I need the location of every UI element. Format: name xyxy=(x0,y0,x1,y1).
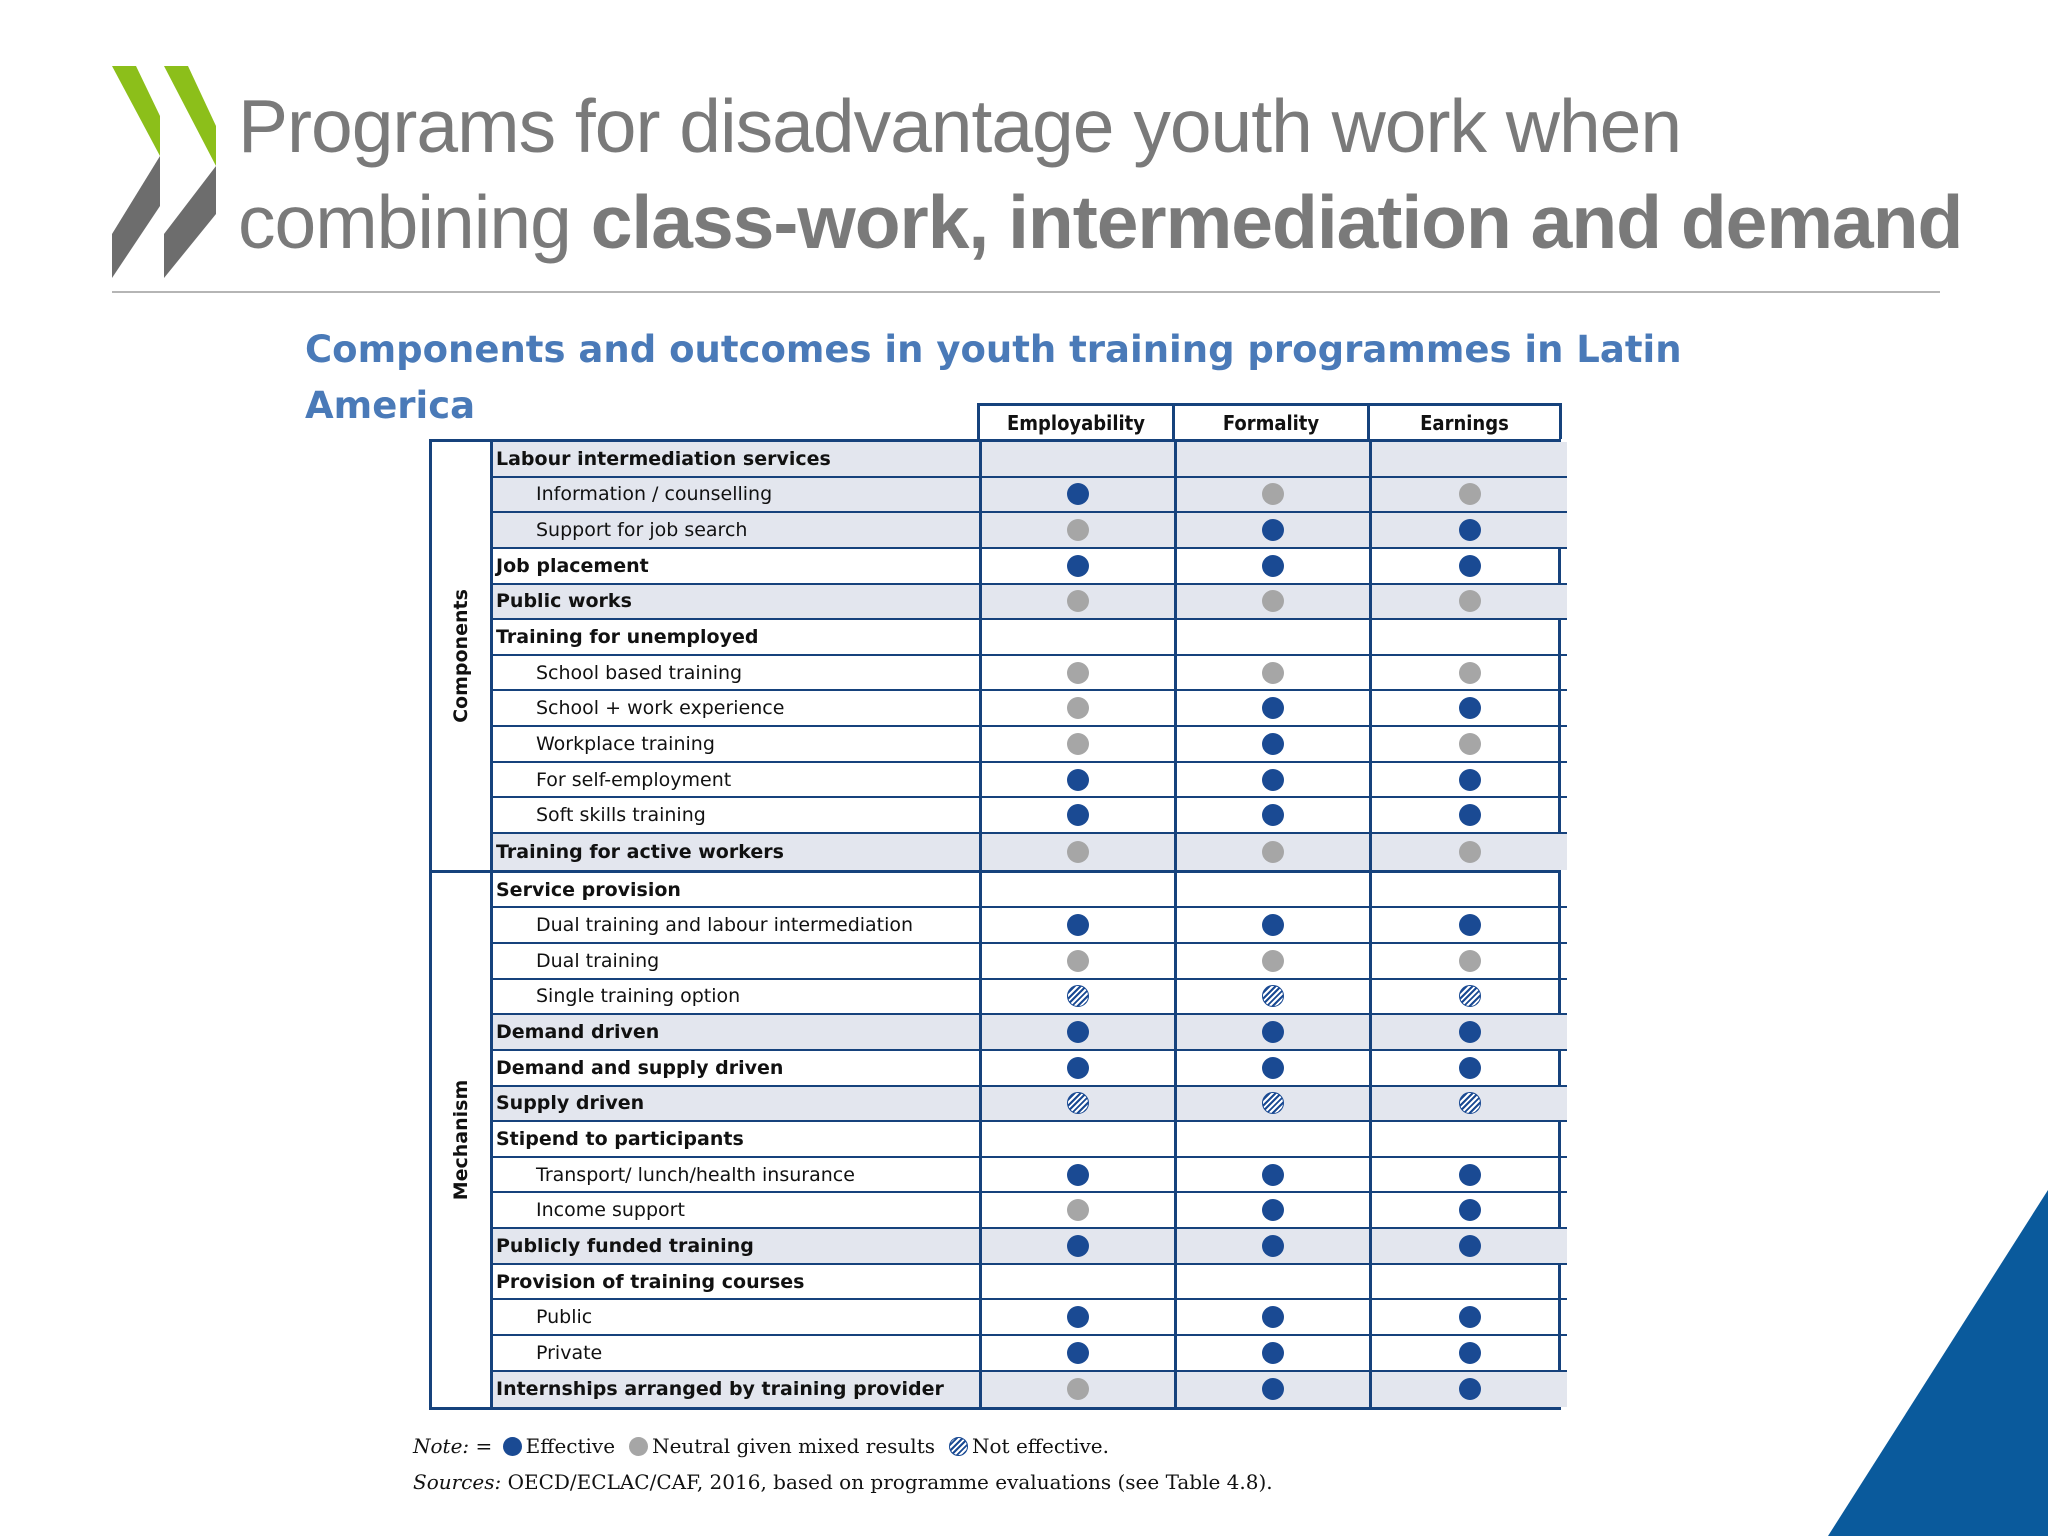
cell-employability xyxy=(982,585,1177,619)
cell-formality xyxy=(1177,620,1372,654)
table-body xyxy=(429,439,1561,1410)
group-side-label: Mechanism xyxy=(450,1079,472,1201)
cell-employability xyxy=(982,1229,1177,1263)
cell-employability xyxy=(982,1193,1177,1227)
effective-dot-icon xyxy=(1067,555,1089,577)
cell-formality xyxy=(1177,1265,1372,1299)
row-sub-label: School + work experience xyxy=(493,691,982,725)
effective-dot-icon xyxy=(1459,555,1481,577)
effective-dot-icon xyxy=(1459,1164,1481,1186)
cell-earnings xyxy=(1372,763,1567,797)
not-effective-dot-icon xyxy=(1067,1092,1089,1114)
logo-chevron-grey-left xyxy=(112,156,160,278)
table-row xyxy=(493,1158,1567,1194)
cell-earnings xyxy=(1372,1372,1567,1408)
cell-earnings xyxy=(1372,691,1567,725)
row-heading-label: Stipend to participants xyxy=(493,1122,982,1156)
cell-employability xyxy=(982,442,1177,476)
table-row xyxy=(493,620,1567,656)
oecd-chevron-logo xyxy=(112,66,216,278)
neutral-dot-icon xyxy=(1459,841,1481,863)
effective-dot-icon xyxy=(1262,1021,1284,1043)
table-row xyxy=(493,549,1567,585)
legend-not-effective-label: Not effective. xyxy=(972,1434,1109,1458)
neutral-dot-icon xyxy=(1067,733,1089,755)
cell-earnings xyxy=(1372,1193,1567,1227)
row-sub-label: Workplace training xyxy=(493,727,982,761)
row-heading-label: Labour intermediation services xyxy=(493,442,982,476)
cell-formality xyxy=(1177,549,1372,583)
cell-earnings xyxy=(1372,798,1567,832)
cell-formality xyxy=(1177,908,1372,942)
neutral-dot-icon xyxy=(1262,841,1284,863)
table-row xyxy=(493,980,1567,1016)
table-row xyxy=(493,763,1567,799)
table-row xyxy=(493,873,1567,909)
effective-dot-icon xyxy=(1262,697,1284,719)
row-sub-label: Private xyxy=(493,1336,982,1370)
row-heading-label: Job placement xyxy=(493,549,982,583)
cell-formality xyxy=(1177,478,1372,512)
effective-dot-icon xyxy=(1459,1306,1481,1328)
row-sub-label: Transport/ lunch/health insurance xyxy=(493,1158,982,1192)
legend-effective-label: Effective xyxy=(525,1434,616,1458)
table-row xyxy=(493,1336,1567,1372)
cell-employability xyxy=(982,1122,1177,1156)
table-row xyxy=(493,478,1567,514)
cell-formality xyxy=(1177,691,1372,725)
effective-dot-icon xyxy=(1262,1235,1284,1257)
effective-dot-icon xyxy=(1262,914,1284,936)
logo-chevron-grey-right xyxy=(164,166,216,278)
effective-dot-icon xyxy=(1459,1021,1481,1043)
row-sub-label: Soft skills training xyxy=(493,798,982,832)
cell-employability xyxy=(982,798,1177,832)
cell-earnings xyxy=(1372,478,1567,512)
cell-earnings xyxy=(1372,1051,1567,1085)
cell-employability xyxy=(982,1372,1177,1408)
effective-dot-icon xyxy=(1067,1342,1089,1364)
group-side-label: Components xyxy=(450,588,472,723)
table-row xyxy=(493,1265,1567,1301)
cell-employability xyxy=(982,873,1177,907)
cell-formality xyxy=(1177,1336,1372,1370)
row-heading-label: Demand driven xyxy=(493,1015,982,1049)
effective-dot-icon xyxy=(1067,1235,1089,1257)
table-row xyxy=(493,513,1567,549)
cell-employability xyxy=(982,1015,1177,1049)
effective-dot-icon xyxy=(1459,1199,1481,1221)
effective-dot-icon xyxy=(1262,733,1284,755)
effective-dot-icon xyxy=(1067,769,1089,791)
row-sub-label: School based training xyxy=(493,656,982,690)
neutral-dot-icon xyxy=(1067,841,1089,863)
row-heading-label: Service provision xyxy=(493,873,982,907)
cell-earnings xyxy=(1372,1158,1567,1192)
cell-earnings xyxy=(1372,1300,1567,1334)
row-sub-label: Single training option xyxy=(493,980,982,1014)
table-row xyxy=(493,1372,1567,1408)
effective-dot-icon xyxy=(1459,1057,1481,1079)
effective-dot-icon xyxy=(1262,1306,1284,1328)
column-header-employability: Employability xyxy=(977,403,1175,439)
legend-note xyxy=(413,1434,1109,1458)
table-row xyxy=(493,834,1567,870)
cell-formality xyxy=(1177,1300,1372,1334)
table-row xyxy=(493,908,1567,944)
cell-employability xyxy=(982,763,1177,797)
effective-dot-icon xyxy=(1262,804,1284,826)
cell-formality xyxy=(1177,1193,1372,1227)
effective-dot-icon xyxy=(1067,914,1089,936)
cell-earnings xyxy=(1372,1122,1567,1156)
cell-employability xyxy=(982,908,1177,942)
effective-dot-icon xyxy=(1459,769,1481,791)
cell-formality xyxy=(1177,1229,1372,1263)
cell-earnings xyxy=(1372,873,1567,907)
effective-dot-icon xyxy=(1067,1164,1089,1186)
row-heading-label: Supply driven xyxy=(493,1087,982,1121)
neutral-dot-icon xyxy=(1067,1378,1089,1400)
cell-formality xyxy=(1177,834,1372,870)
table-row xyxy=(493,1122,1567,1158)
cell-earnings xyxy=(1372,1015,1567,1049)
cell-formality xyxy=(1177,980,1372,1014)
sources-text: OECD/ECLAC/CAF, 2016, based on programme evaluations (see Table 4.8). xyxy=(501,1470,1273,1494)
cell-employability xyxy=(982,980,1177,1014)
table-row xyxy=(493,442,1567,478)
cell-earnings xyxy=(1372,585,1567,619)
legend-effective-dot-icon xyxy=(503,1437,522,1456)
effective-dot-icon xyxy=(1262,1057,1284,1079)
corner-decoration xyxy=(1828,1190,2048,1536)
neutral-dot-icon xyxy=(1459,733,1481,755)
cell-employability xyxy=(982,691,1177,725)
cell-formality xyxy=(1177,1051,1372,1085)
column-header-formality: Formality xyxy=(1172,403,1370,439)
effective-dot-icon xyxy=(1459,1235,1481,1257)
cell-earnings xyxy=(1372,1229,1567,1263)
sources-label: Sources: xyxy=(413,1470,502,1494)
sources-note xyxy=(413,1470,1273,1494)
not-effective-dot-icon xyxy=(1262,1092,1284,1114)
table-row xyxy=(493,1229,1567,1265)
cell-employability xyxy=(982,834,1177,870)
title-line-2 xyxy=(238,174,2038,270)
row-sub-label: For self-employment xyxy=(493,763,982,797)
cell-earnings xyxy=(1372,620,1567,654)
effective-dot-icon xyxy=(1067,1021,1089,1043)
table-row xyxy=(493,1087,1567,1123)
effective-dot-icon xyxy=(1459,804,1481,826)
cell-earnings xyxy=(1372,944,1567,978)
title-line-2-bold: class-work, intermediation and demand xyxy=(590,180,1963,264)
cell-employability xyxy=(982,513,1177,547)
title-line-1: Programs for disadvantage youth work when xyxy=(238,84,1682,168)
cell-earnings xyxy=(1372,980,1567,1014)
neutral-dot-icon xyxy=(1262,662,1284,684)
effective-dot-icon xyxy=(1459,697,1481,719)
not-effective-dot-icon xyxy=(1459,1092,1481,1114)
cell-earnings xyxy=(1372,549,1567,583)
cell-formality xyxy=(1177,513,1372,547)
effective-dot-icon xyxy=(1459,1342,1481,1364)
neutral-dot-icon xyxy=(1262,483,1284,505)
row-sub-label: Public xyxy=(493,1300,982,1334)
table-row xyxy=(493,1015,1567,1051)
row-heading-label: Publicly funded training xyxy=(493,1229,982,1263)
not-effective-dot-icon xyxy=(1067,985,1089,1007)
cell-formality xyxy=(1177,1015,1372,1049)
effective-dot-icon xyxy=(1262,1342,1284,1364)
table-row xyxy=(493,798,1567,834)
cell-formality xyxy=(1177,798,1372,832)
table-row xyxy=(493,656,1567,692)
group-side-label-cell xyxy=(432,873,493,1408)
row-heading-label: Public works xyxy=(493,585,982,619)
cell-formality xyxy=(1177,1087,1372,1121)
cell-formality xyxy=(1177,944,1372,978)
note-equals: = xyxy=(469,1434,499,1458)
effective-dot-icon xyxy=(1067,804,1089,826)
effective-dot-icon xyxy=(1262,1378,1284,1400)
table-row xyxy=(493,1193,1567,1229)
effective-dot-icon xyxy=(1067,1057,1089,1079)
neutral-dot-icon xyxy=(1459,950,1481,972)
effective-dot-icon xyxy=(1262,1199,1284,1221)
cell-earnings xyxy=(1372,1265,1567,1299)
title-divider xyxy=(112,291,1940,293)
neutral-dot-icon xyxy=(1262,590,1284,612)
cell-formality xyxy=(1177,1372,1372,1408)
cell-earnings xyxy=(1372,1087,1567,1121)
cell-formality xyxy=(1177,763,1372,797)
column-header-earnings: Earnings xyxy=(1367,403,1562,439)
cell-employability xyxy=(982,1158,1177,1192)
cell-employability xyxy=(982,656,1177,690)
row-heading-label: Training for unemployed xyxy=(493,620,982,654)
neutral-dot-icon xyxy=(1067,590,1089,612)
neutral-dot-icon xyxy=(1459,483,1481,505)
effective-dot-icon xyxy=(1262,769,1284,791)
effective-dot-icon xyxy=(1459,1378,1481,1400)
neutral-dot-icon xyxy=(1067,1199,1089,1221)
cell-formality xyxy=(1177,585,1372,619)
note-label: Note: xyxy=(413,1434,470,1458)
logo-chevron-green-right xyxy=(164,66,216,166)
row-sub-label: Dual training xyxy=(493,944,982,978)
cell-formality xyxy=(1177,442,1372,476)
row-heading-label: Provision of training courses xyxy=(493,1265,982,1299)
not-effective-dot-icon xyxy=(1459,985,1481,1007)
cell-earnings xyxy=(1372,1336,1567,1370)
cell-employability xyxy=(982,1300,1177,1334)
cell-earnings xyxy=(1372,908,1567,942)
table-row xyxy=(493,727,1567,763)
row-sub-label: Income support xyxy=(493,1193,982,1227)
table-row xyxy=(493,1051,1567,1087)
legend-neutral-dot-icon xyxy=(629,1437,648,1456)
row-heading-label: Training for active workers xyxy=(493,834,982,870)
cell-employability xyxy=(982,1051,1177,1085)
effective-dot-icon xyxy=(1262,519,1284,541)
logo-chevron-green-left xyxy=(112,66,160,156)
neutral-dot-icon xyxy=(1067,697,1089,719)
cell-employability xyxy=(982,1087,1177,1121)
table-row xyxy=(493,585,1567,621)
neutral-dot-icon xyxy=(1067,519,1089,541)
effective-dot-icon xyxy=(1459,914,1481,936)
group-side-label-cell xyxy=(432,442,493,870)
table-row xyxy=(493,691,1567,727)
cell-formality xyxy=(1177,656,1372,690)
cell-formality xyxy=(1177,727,1372,761)
cell-employability xyxy=(982,478,1177,512)
neutral-dot-icon xyxy=(1067,950,1089,972)
effective-dot-icon xyxy=(1262,555,1284,577)
cell-earnings xyxy=(1372,727,1567,761)
cell-formality xyxy=(1177,1158,1372,1192)
title-line-2-plain: combining xyxy=(238,180,591,264)
cell-employability xyxy=(982,944,1177,978)
table-caption: Components and outcomes in youth training programmes in Latin America xyxy=(305,328,1682,427)
neutral-dot-icon xyxy=(1459,662,1481,684)
effective-dot-icon xyxy=(1262,1164,1284,1186)
cell-formality xyxy=(1177,873,1372,907)
cell-employability xyxy=(982,1336,1177,1370)
slide-title xyxy=(238,78,2038,270)
cell-employability xyxy=(982,727,1177,761)
cell-employability xyxy=(982,549,1177,583)
effective-dot-icon xyxy=(1067,483,1089,505)
table-row xyxy=(493,944,1567,980)
table-row xyxy=(493,1300,1567,1336)
cell-earnings xyxy=(1372,834,1567,870)
row-group-mechanism xyxy=(432,873,1558,1408)
cell-employability xyxy=(982,620,1177,654)
neutral-dot-icon xyxy=(1262,950,1284,972)
cell-earnings xyxy=(1372,513,1567,547)
legend-not-effective-dot-icon xyxy=(949,1437,968,1456)
row-heading-label: Demand and supply driven xyxy=(493,1051,982,1085)
effective-dot-icon xyxy=(1067,1306,1089,1328)
neutral-dot-icon xyxy=(1067,662,1089,684)
row-sub-label: Dual training and labour intermediation xyxy=(493,908,982,942)
row-sub-label: Information / counselling xyxy=(493,478,982,512)
neutral-dot-icon xyxy=(1459,590,1481,612)
row-heading-label: Internships arranged by training provider xyxy=(493,1372,982,1408)
cell-earnings xyxy=(1372,656,1567,690)
row-group-components xyxy=(432,442,1558,873)
effective-dot-icon xyxy=(1459,519,1481,541)
not-effective-dot-icon xyxy=(1262,985,1284,1007)
cell-employability xyxy=(982,1265,1177,1299)
legend-neutral-label: Neutral given mixed results xyxy=(652,1434,936,1458)
row-sub-label: Support for job search xyxy=(493,513,982,547)
cell-earnings xyxy=(1372,442,1567,476)
cell-formality xyxy=(1177,1122,1372,1156)
